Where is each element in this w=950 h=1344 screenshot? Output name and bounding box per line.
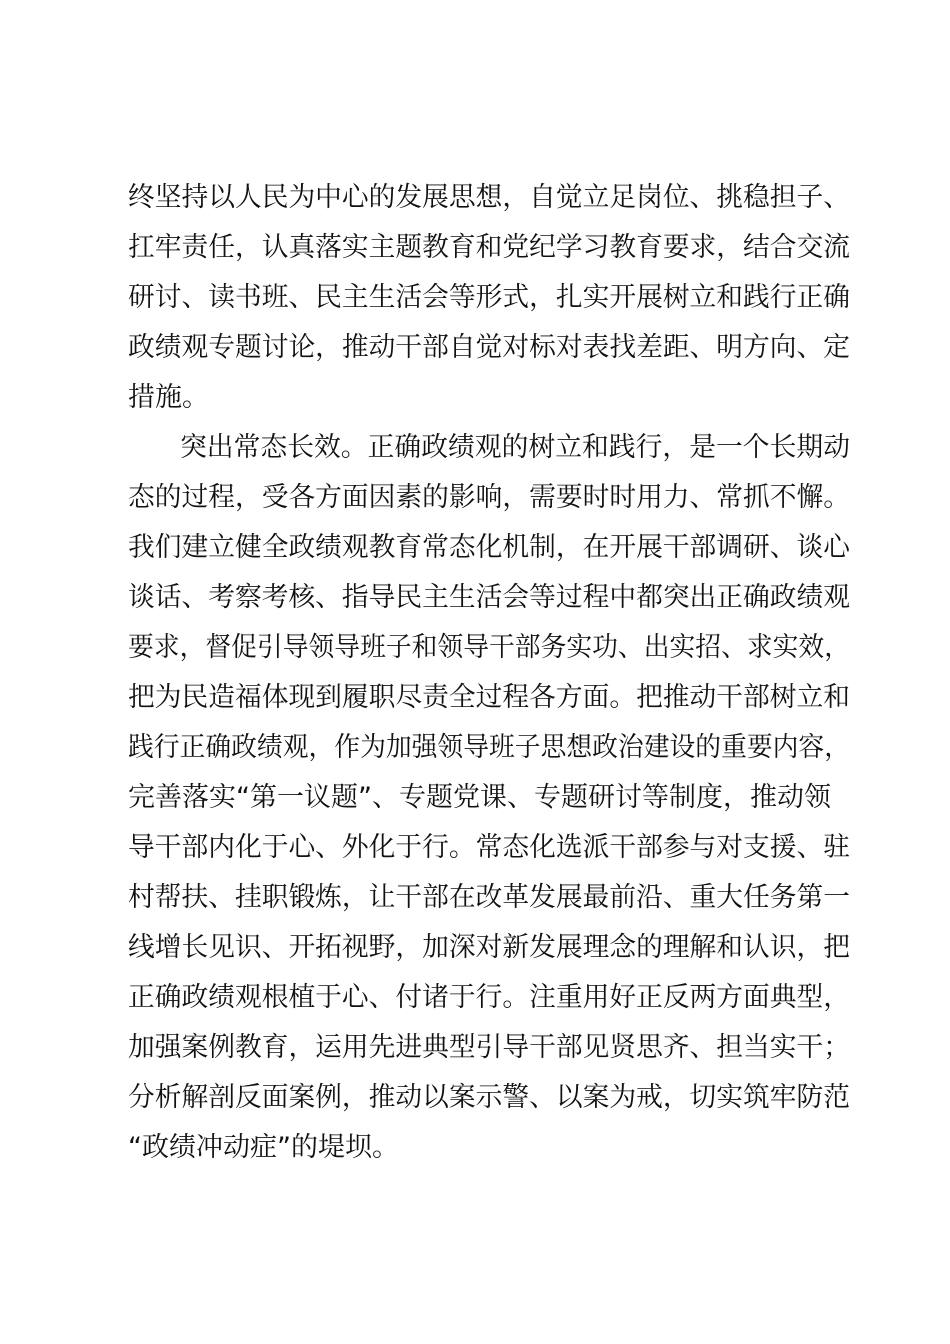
text-line-18: 加强案例教育，运用先进典型引导干部见贤思齐、担当实干； <box>128 1032 850 1063</box>
text-line-11: 把为民造福体现到履职尽责全过程各方面。把推动干部树立和 <box>128 682 850 713</box>
text-line-15: 村帮扶、挂职锻炼，让干部在改革发展最前沿、重大任务第一 <box>128 882 850 913</box>
text-line-10: 要求，督促引导领导班子和领导干部务实功、出实招、求实效， <box>128 632 850 663</box>
text-line-7: 态的过程，受各方面因素的影响，需要时时用力、常抓不懈。 <box>128 482 850 513</box>
text-line-20: “政绩冲动症”的堤坝。 <box>128 1132 399 1163</box>
text-line-6 paragraph-start: 突出常态长效。正确政绩观的树立和践行，是一个长期动 <box>180 432 850 463</box>
text-line-12: 践行正确政绩观，作为加强领导班子思想政治建设的重要内容， <box>128 732 850 763</box>
text-line-17: 正确政绩观根植于心、付诸于行。注重用好正反两方面典型， <box>128 982 850 1013</box>
text-line-2: 扛牢责任，认真落实主题教育和党纪学习教育要求，结合交流 <box>128 232 850 263</box>
text-line-5: 措施。 <box>128 382 209 413</box>
text-line-16: 线增长见识、开拓视野，加深对新发展理念的理解和认识，把 <box>128 932 850 963</box>
text-line-19: 分析解剖反面案例，推动以案示警、以案为戒，切实筑牢防范 <box>128 1082 850 1113</box>
text-line-14: 导干部内化于心、外化于行。常态化选派干部参与对支援、驻 <box>128 832 850 863</box>
text-line-3: 研讨、读书班、民主生活会等形式，扎实开展树立和践行正确 <box>128 282 850 313</box>
text-line-9: 谈话、考察考核、指导民主生活会等过程中都突出正确政绩观 <box>128 582 850 613</box>
text-line-1: 终坚持以人民为中心的发展思想，自觉立足岗位、挑稳担子、 <box>128 182 850 213</box>
text-line-8: 我们建立健全政绩观教育常态化机制，在开展干部调研、谈心 <box>128 532 850 563</box>
text-line-4: 政绩观专题讨论，推动干部自觉对标对表找差距、明方向、定 <box>128 332 850 363</box>
text-line-13: 完善落实“第一议题”、专题党课、专题研讨等制度，推动领 <box>128 782 831 813</box>
